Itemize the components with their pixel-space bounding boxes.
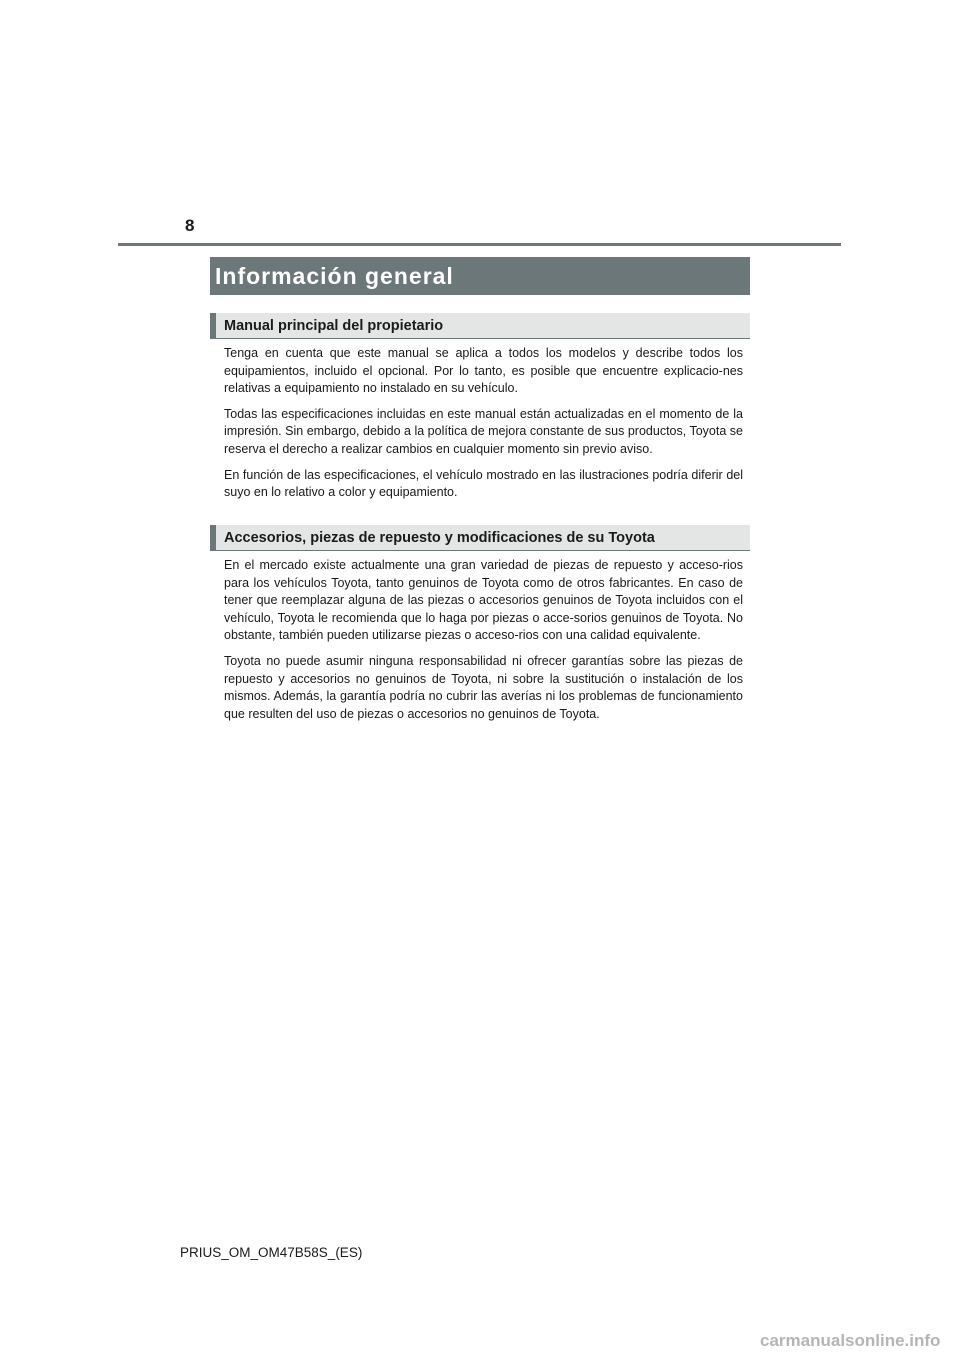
paragraph: En función de las especificaciones, el vehículo mostrado en las ilustraciones podría diferir del suyo en lo relativo a color y equipamiento.: [224, 467, 743, 500]
paragraph: Tenga en cuenta que este manual se aplica a todos los modelos y describe todos los equipamientos, incluido el opcional. Por lo tanto, es posible que encuentre explicacio-nes relativas a equipamiento no instalado en su vehículo.: [224, 346, 743, 396]
section-body-owners-manual: [224, 345, 743, 510]
page-number: 8: [185, 216, 195, 235]
section-heading-label: Manual principal del propietario: [224, 318, 444, 334]
document-code: PRIUS_OM_OM47B58S_(ES): [180, 1245, 363, 1260]
paragraph: Toyota no puede asumir ninguna responsabilidad ni ofrecer garantías sobre las piezas de repuesto y accesorios no genuinos de Toyota, ni sobre la sustitución o instalación de los mismos. Además, la garantía podría no cubrir las averías ni los problemas de funcionamiento que resulten del uso de piezas o accesorios no genuinos de Toyota.: [224, 653, 743, 721]
section-body-accessories: [224, 557, 743, 731]
paragraph: Todas las especificaciones incluidas en este manual están actualizadas en el momento de la impresión. Sin embargo, debido a la política de mejora constante de sus productos, Toyota se reserva el derecho a realizar cambios en cualquier momento sin previo aviso.: [224, 406, 743, 456]
chapter-title: Información general: [215, 263, 454, 289]
header-rule: [118, 243, 841, 246]
section-marker: [210, 313, 216, 338]
section-heading-accessories: [210, 525, 750, 551]
watermark: carmanualsonline.info: [760, 1331, 941, 1350]
section-heading-owners-manual: [210, 313, 750, 339]
paragraph: En el mercado existe actualmente una gran variedad de piezas de repuesto y acceso-rios para los vehículos Toyota, tanto genuinos de Toyota como de otros fabricantes. En caso de tener que reemplazar alguna de las piezas o accesorios genuinos de Toyota incluidos con el vehículo, Toyota le recomienda que lo haga por piezas o acce-sorios genuinos de Toyota. No obstante, también pueden utilizarse piezas o acceso-rios con una calidad equivalente.: [224, 558, 743, 643]
section-marker: [210, 525, 216, 550]
chapter-title-bar: [210, 257, 750, 295]
section-heading-label: Accesorios, piezas de repuesto y modificaciones de su Toyota: [224, 530, 655, 546]
